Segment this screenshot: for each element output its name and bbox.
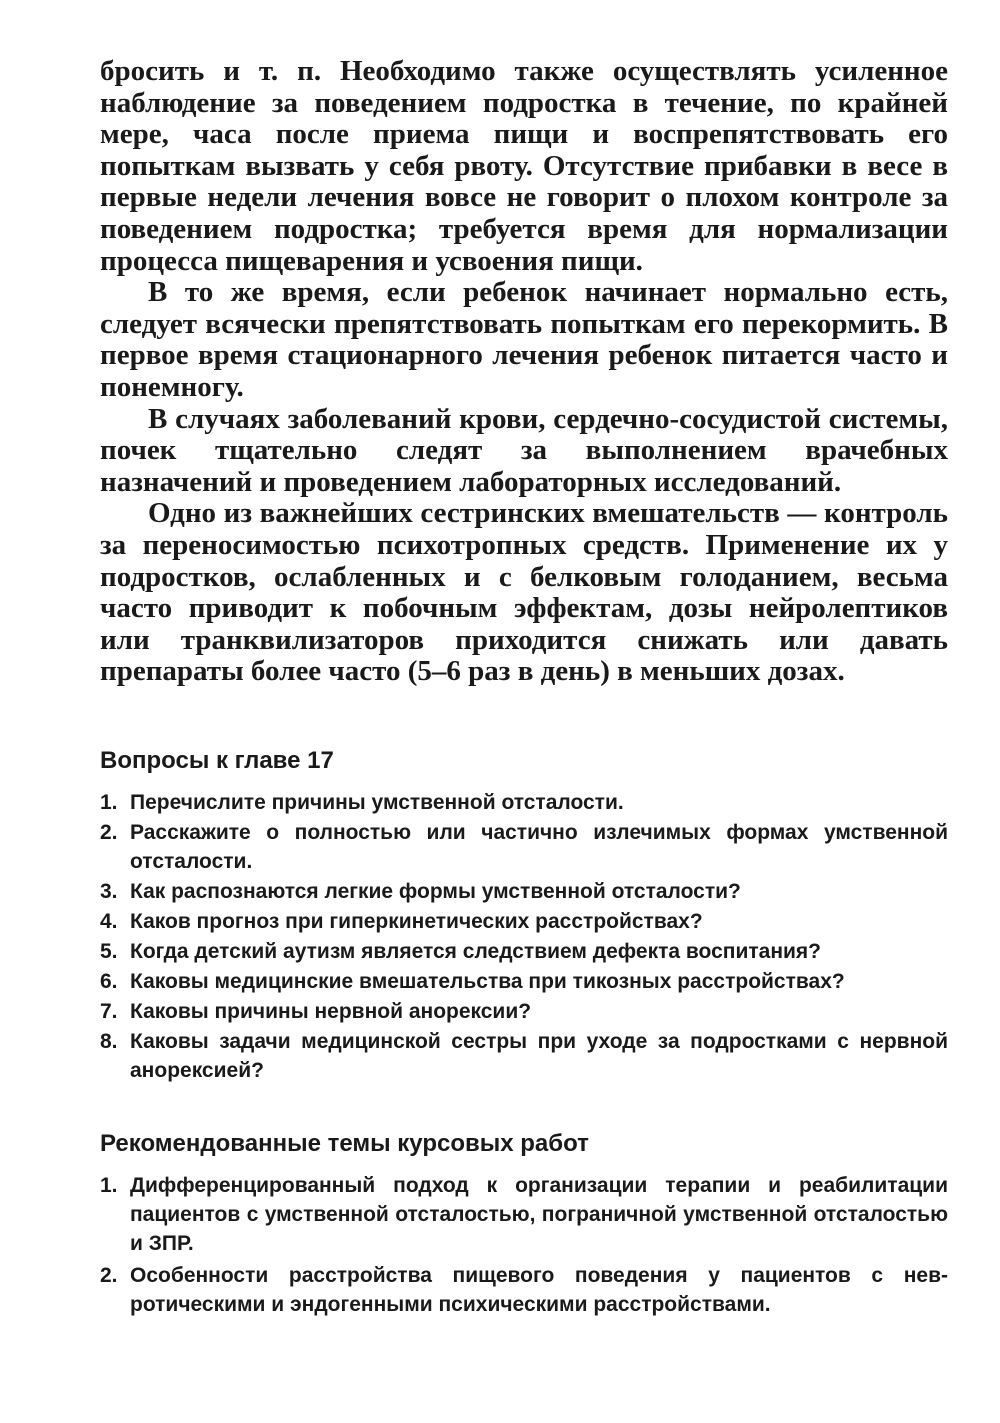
item-text: Когда детский аутизм является следствием дефекта воспитания? [130,939,821,963]
item-text: Каковы причины нервной анорексии? [130,999,532,1023]
section-title: Вопросы к главе 17 [100,746,334,774]
list-item [100,937,948,966]
item-number: 4. [100,909,118,933]
list-item [100,1261,948,1319]
questions-list [100,788,948,1085]
item-number: 2. [100,1263,118,1287]
item-number: 8. [100,1029,118,1053]
main-text [100,56,948,688]
list-item [100,788,948,817]
list-item [100,967,948,996]
item-number: 1. [100,790,118,814]
item-number: 5. [100,939,118,963]
item-number: 3. [100,879,118,903]
list-item [100,1171,948,1258]
paragraph: В случаях заболеваний крови, сердечно-сосудистой системы, почек тщательно следят за выполнением врачебных назначений и проведением лабораторных исследований. [100,402,948,498]
list-item [100,907,948,936]
coursework-topics-section [100,1129,948,1319]
list-item [100,1027,948,1085]
list-item [100,997,948,1026]
item-text: Как распознаются легкие формы умственной отсталости? [130,879,741,903]
item-text: Каковы медицинские вмешательства при тикозных расстройствах? [130,969,845,993]
item-text: Дифференцированный подход к организации терапии и реабилитации пациентов с умственной отсталостью, пограничной умственной отсталостью и ЗПР. [130,1173,948,1255]
chapter-questions-section [100,746,948,1085]
item-text: Каков прогноз при гиперкинетических расстройствах? [130,909,703,933]
item-number: 6. [100,969,118,993]
item-text: Расскажите о полностью или частично излечимых формах умственной отсталости. [130,820,948,873]
item-text: Каковы задачи медицинской сестры при уходе за подростками с нервной анорексией? [130,1029,948,1082]
item-number: 1. [100,1173,118,1197]
paragraph: В то же время, если ребенок начинает нормально есть, следует всячески препятствовать попыткам его перекормить. В первое время стационарного лечения ребенок питается часто и понемногу. [100,276,948,403]
item-number: 2. [100,820,118,844]
list-item [100,818,948,876]
list-item [100,877,948,906]
section-title: Рекомендованные темы курсовых работ [100,1129,589,1157]
item-text: Перечислите причины умственной отсталости. [130,790,624,814]
item-text: Особенности расстройства пищевого поведения у пациентов с невротическими и эндогенными психическими расстройствами. [130,1263,948,1316]
item-number: 7. [100,999,118,1023]
paragraph: Одно из важнейших сестринских вмешательств — контроль за переносимостью психотропных средств. Применение их у подростков, ослабленных и с белковым голоданием, весьма часто приводит к побочным эффектам, дозы нейролептиков или транквилизаторов приходится снижать или давать препараты более часто (5–6 раз в день) в меньших дозах. [100,497,948,688]
paragraph: бросить и т. п. Необходимо также осуществлять усиленное наблюдение за поведением подростка в течение, по крайней мере, часа после приема пищи и воспрепятствовать его попыткам вызвать у себя рвоту. Отсутствие прибавки в весе в первые недели лечения вовсе не говорит о плохом контроле за поведением подростка; требуется время для нормализации процесса пищеварения и усвоения пищи. [100,55,948,277]
document-page [100,56,948,1322]
topics-list [100,1171,948,1319]
